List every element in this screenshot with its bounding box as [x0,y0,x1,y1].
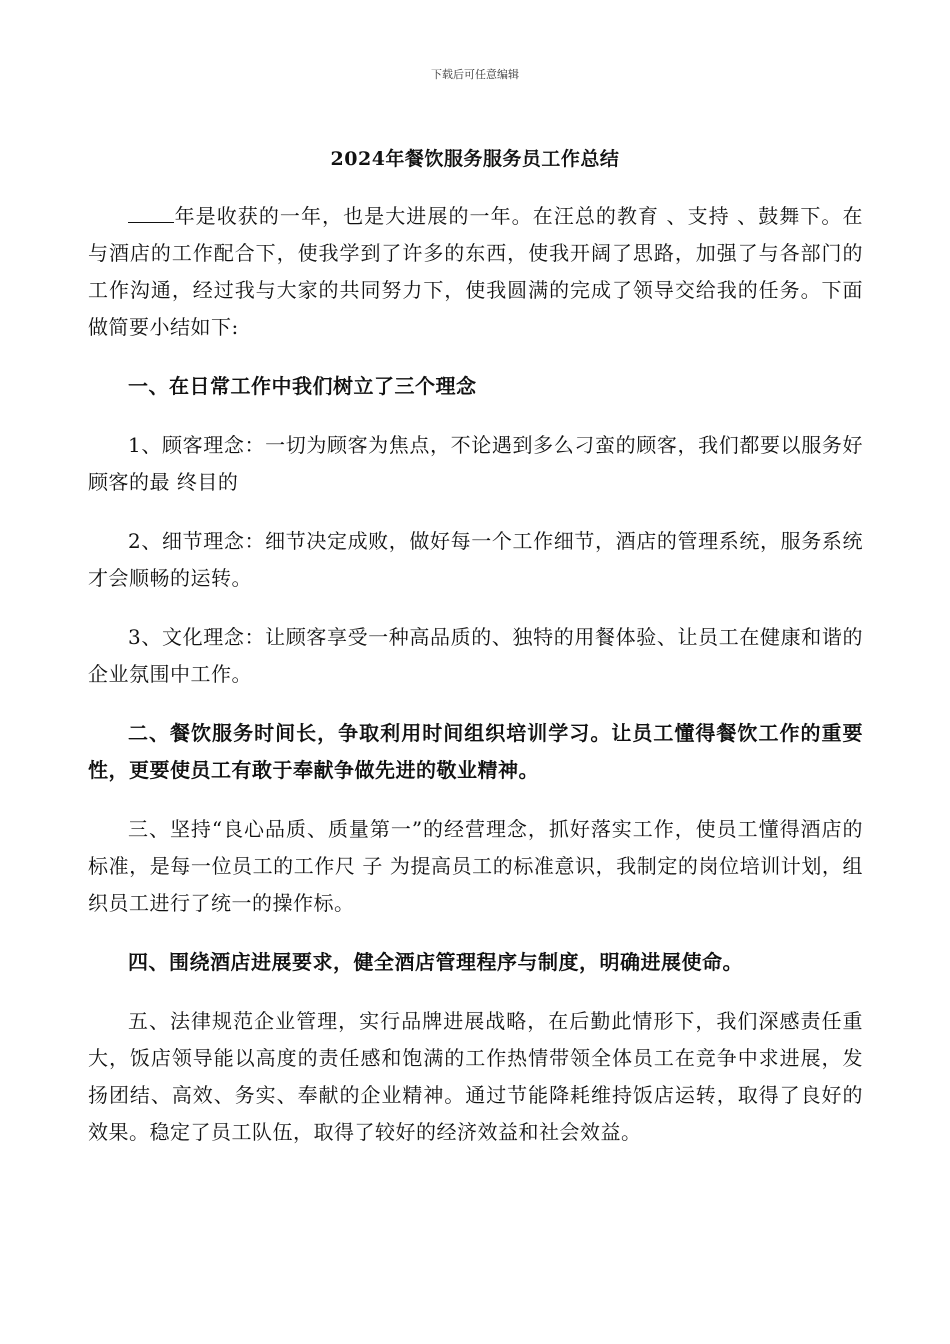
section4-heading: 四、围绕酒店进展要求，健全酒店管理程序与制度，明确进展使命。 [128,950,743,974]
section5-paragraph: 五、法律规范企业管理，实行品牌进展战略，在后勤此情形下，我们深感责任重大，饭店领导能以高度的责任感和饱满的工作热情带领全体员工在竞争中求进展，发扬团结、高效、务实、奉献的企业精神。通过节能降耗维持饭店运转，取得了良好的效果。稳定了员工队伍，取得了较好的经济效益和社会效益。 [88,1009,863,1144]
concept1-paragraph: 1、顾客理念：一切为顾客为焦点，不论遇到多么刁蛮的顾客，我们都要以服务好顾客的最 终目的 [88,433,863,494]
concept2-paragraph: 2、细节理念：细节决定成败，做好每一个工作细节，酒店的管理系统，服务系统才会顺畅的运转。 [88,529,863,590]
intro-text: 年是收获的一年，也是大进展的一年。在汪总的教育 、支持 、鼓舞下。在与酒店的工作配合下，使我学到了许多的东西，使我开阔了思路，加强了与各部门的工作沟通，经过我与大家的共同努力下，使我圆满的完成了领导交给我的任务。下面做简要小结如下: [88,204,863,339]
intro-paragraph [88,198,863,346]
section2-heading: 二、餐饮服务时间长，争取利用时间组织培训学习。让员工懂得餐饮工作的重要性，更要使员工有敢于奉献争做先进的敬业精神。 [88,721,863,782]
header-note: 下载后可任意编辑 [431,68,519,81]
document-body [88,198,863,1173]
document-title: 2024年餐饮服务服务员工作总结 [330,148,620,170]
section1-heading: 一、在日常工作中我们树立了三个理念 [128,374,477,398]
section3-paragraph: 三、坚持“良心品质、质量第一”的经营理念，抓好落实工作，使员工懂得酒店的标准，是每一位员工的工作尺 子 为提高员工的标准意识，我制定的岗位培训计划，组织员工进行了统一的操作标。 [88,817,863,915]
year-blank [128,200,174,223]
concept3-paragraph: 3、文化理念：让顾客享受一种高品质的、独特的用餐体验、让员工在健康和谐的企业氛围中工作。 [88,625,863,686]
